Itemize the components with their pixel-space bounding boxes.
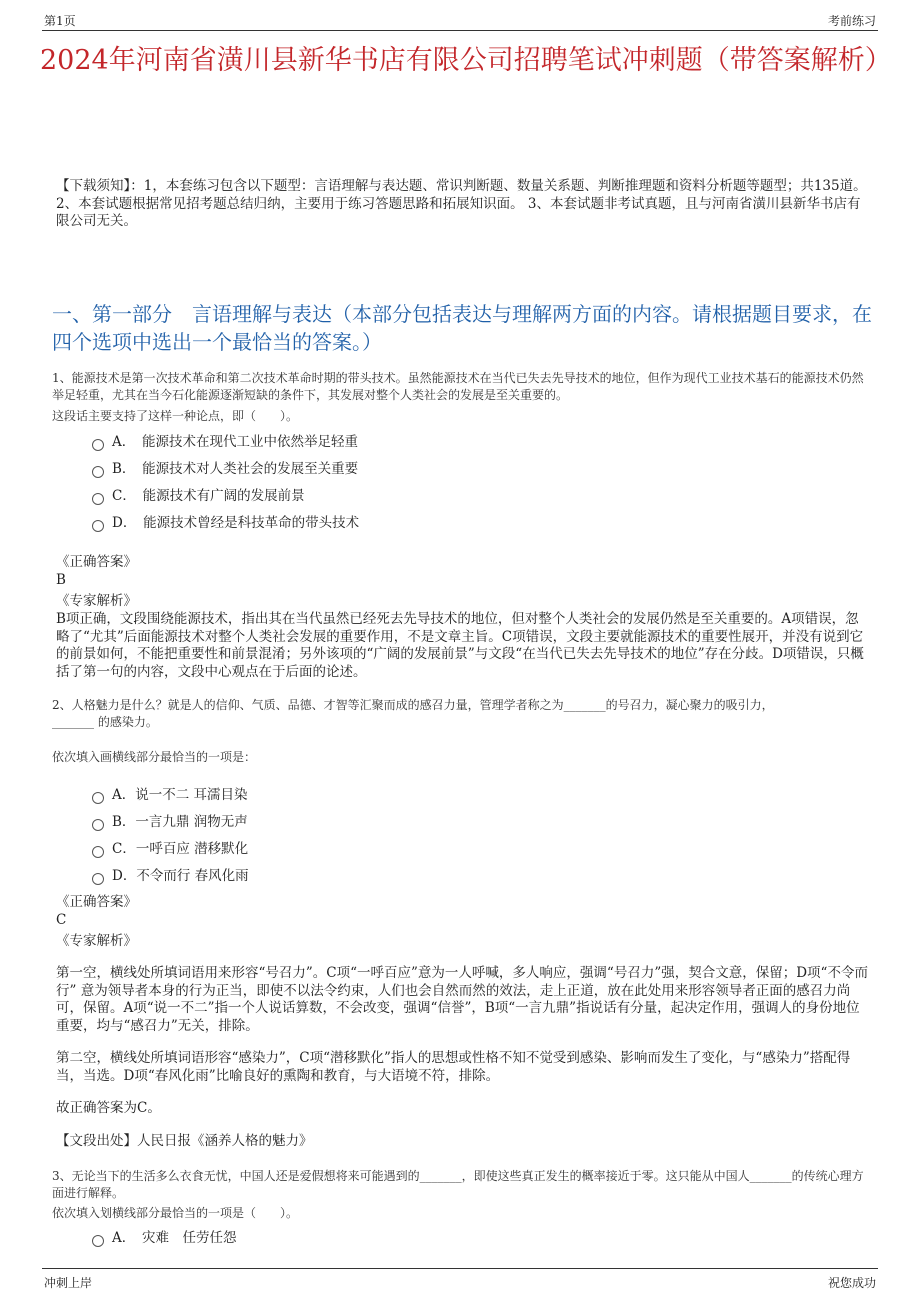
- option-d[interactable]: D． 能源技术曾经是科技革命的带头技术: [92, 509, 359, 536]
- radio-icon[interactable]: [92, 819, 104, 831]
- radio-icon[interactable]: [92, 792, 104, 804]
- analysis-label: 《专家解析》: [56, 593, 137, 609]
- radio-icon[interactable]: [92, 873, 104, 885]
- answer-value: B: [56, 572, 66, 588]
- section-heading: 一、第一部分 言语理解与表达（本部分包括表达与理解两方面的内容。请根据题目要求，在四个选项中选出一个最恰当的答案。）: [52, 302, 872, 354]
- header-tag: 考前练习: [827, 14, 876, 28]
- page-header: [42, 10, 878, 31]
- answer-value: C: [56, 912, 67, 928]
- document-title: 2024年河南省潢川县新华书店有限公司招聘笔试冲刺题（带答案解析）: [40, 45, 892, 76]
- question-2-ask: 依次填入画横线部分最恰当的一项是：: [52, 750, 257, 764]
- radio-icon[interactable]: [92, 439, 104, 451]
- option-a[interactable]: A． 能源技术在现代工业中依然举足轻重: [92, 428, 359, 455]
- radio-icon[interactable]: [92, 846, 104, 858]
- option-b[interactable]: B． 能源技术对人类社会的发展至关重要: [92, 455, 359, 482]
- radio-icon[interactable]: [92, 520, 104, 532]
- page-number: 第1页: [44, 14, 76, 28]
- answer-label: 《正确答案》: [56, 894, 137, 910]
- option-c[interactable]: C．一呼百应 潜移默化: [92, 835, 249, 862]
- question-3-stem: 3、无论当下的生活多么衣食无忧，中国人还是爱假想将来可能遇到的_______，即使这些真正发生的概率接近于零。这只能从中国人_______的传统心理方面进行解释。: [52, 1169, 864, 1200]
- analysis-label: 《专家解析》: [56, 933, 137, 949]
- radio-icon[interactable]: [92, 1235, 104, 1247]
- radio-icon[interactable]: [92, 493, 104, 505]
- question-1-ask: 这段话主要支持了这样一种论点，即（ ）。: [52, 409, 299, 423]
- question-2-options: [92, 781, 249, 889]
- option-b[interactable]: B．一言九鼎 润物无声: [92, 808, 249, 835]
- option-a[interactable]: A． 灾难 任劳任怨: [92, 1224, 237, 1251]
- question-3-options: [92, 1224, 237, 1251]
- analysis-text: B项正确，文段围绕能源技术，指出其在当代虽然已经死去先导技术的地位，但对整个人类社会的发展仍然是至关重要的。A项错误，忽略了“尤其”后面能源技术对整个人类社会发展的重要作用，不是文章主旨。C项错误，文段主要就能源技术的重要性展开，并没有说到它的前景如何，不能把重要性和前景混淆；另外该项的“广阔的发展前景”与文段“在当代已失去先导技术的地位”存在分歧。D项错误，只概括了第一句的内容，文段中心观点在于后面的论述。: [56, 611, 864, 680]
- answer-label: 《正确答案》: [56, 554, 137, 570]
- footer-left: 冲刺上岸: [44, 1276, 93, 1290]
- analysis-paragraph-1: 第一空，横线处所填词语用来形容“号召力”。C项“一呼百应”意为一人呼喊，多人响应，强调“号召力”强，契合文意，保留；D项“不令而行” 意为领导者本身的行为正当，即使不以法令约束，人们也会自然而然的效法，走上正道，放在此处用来形容领导者正面的感召力尚可，保留。A项“说一不二”指一个人说话算数，不会改变，强调“信誉”，B项“一言九鼎”指说话有分量，起决定作用，强调人的身份地位重要，均与“感召力”无关，排除。: [56, 965, 868, 1034]
- option-c[interactable]: C． 能源技术有广阔的发展前景: [92, 482, 359, 509]
- radio-icon[interactable]: [92, 466, 104, 478]
- analysis-paragraph-2: 第二空，横线处所填词语形容“感染力”，C项“潜移默化”指人的思想或性格不知不觉受到感染、影响而发生了变化，与“感染力”搭配得当，当选。D项“春风化雨”比喻良好的熏陶和教育，与大语境不符，排除。: [56, 1050, 851, 1084]
- page-footer: [42, 1268, 878, 1295]
- analysis-conclusion: 故正确答案为C。: [56, 1100, 161, 1116]
- footer-right: 祝您成功: [827, 1276, 876, 1290]
- download-notice: 【下载须知】：1，本套练习包含以下题型：言语理解与表达题、常识判断题、数量关系题、判断推理题和资料分析题等题型；共135道。 2、本套试题根据常见招考题总结归纳，主要用于练习答题思路和拓展知识面。 3、本套试题非考试真题，且与河南省潢川县新华书店有限公司无关。: [56, 178, 867, 229]
- passage-source: 【文段出处】人民日报《涵养人格的魅力》: [56, 1133, 313, 1149]
- question-1-stem: 1、能源技术是第一次技术革命和第二次技术革命时期的带头技术。虽然能源技术在当代已失去先导技术的地位，但作为现代工业技术基石的能源技术仍然举足轻重，尤其在当今石化能源逐渐短缺的条件下，其发展对整个人类社会的发展是至关重要的。: [52, 371, 864, 402]
- option-a[interactable]: A．说一不二 耳濡目染: [92, 781, 249, 808]
- question-1-options: [92, 428, 359, 536]
- question-3-ask: 依次填入划横线部分最恰当的一项是（ ）。: [52, 1206, 299, 1220]
- question-2-stem: 2、人格魅力是什么？就是人的信仰、气质、品德、才智等汇聚而成的感召力量，管理学者称之为_______的号召力，凝心聚力的吸引力，_______ 的感染力。: [52, 698, 774, 729]
- option-d[interactable]: D．不令而行 春风化雨: [92, 862, 249, 889]
